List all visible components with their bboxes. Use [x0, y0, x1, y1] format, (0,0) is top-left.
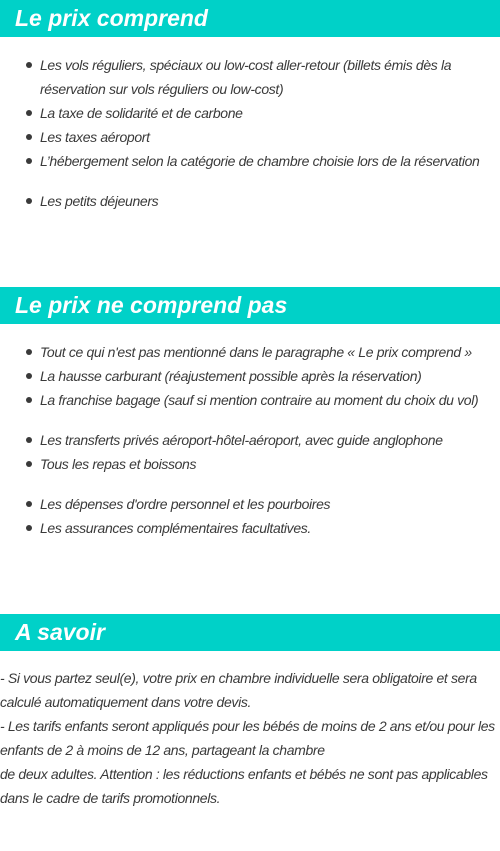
list-item: Tout ce qui n'est pas mentionné dans le paragraphe « Le prix comprend » [0, 340, 500, 364]
list-item: La hausse carburant (réajustement possible après la réservation) [0, 364, 500, 388]
list-item: La taxe de solidarité et de carbone [0, 101, 500, 125]
list-item: Les taxes aéroport [0, 125, 500, 149]
list-item: Les transferts privés aéroport-hôtel-aéroport, avec guide anglophone [0, 428, 500, 452]
list-item: Les dépenses d'ordre personnel et les pourboires [0, 492, 500, 516]
excluded-list [0, 340, 500, 540]
list-item: Les petits déjeuners [0, 189, 500, 213]
list-item: Les vols réguliers, spéciaux ou low-cost aller-retour (billets émis dès la réservation sur vols réguliers ou low-cost) [0, 53, 500, 101]
info-paragraph: - Les tarifs enfants seront appliqués pour les bébés de moins de 2 ans et/ou pour les enfants de 2 à moins de 12 ans, partageant la chambre [0, 718, 495, 758]
info-paragraph: - Si vous partez seul(e), votre prix en chambre individuelle sera obligatoire et sera calculé automatiquement dans votre devis. [0, 670, 477, 710]
list-item: Tous les repas et boissons [0, 452, 500, 476]
section-title-excluded: Le prix ne comprend pas [0, 287, 500, 324]
list-item: La franchise bagage (sauf si mention contraire au moment du choix du vol) [0, 388, 500, 412]
list-item: Les assurances complémentaires facultatives. [0, 516, 500, 540]
list-item: L’hébergement selon la catégorie de chambre choisie lors de la réservation [0, 149, 500, 173]
info-paragraph: de deux adultes. Attention : les réductions enfants et bébés ne sont pas applicables dans le cadre de tarifs promotionnels. [0, 766, 488, 806]
info-text [0, 666, 500, 810]
included-list [0, 53, 500, 213]
section-title-info: A savoir [0, 614, 500, 651]
section-title-included: Le prix comprend [0, 0, 500, 37]
